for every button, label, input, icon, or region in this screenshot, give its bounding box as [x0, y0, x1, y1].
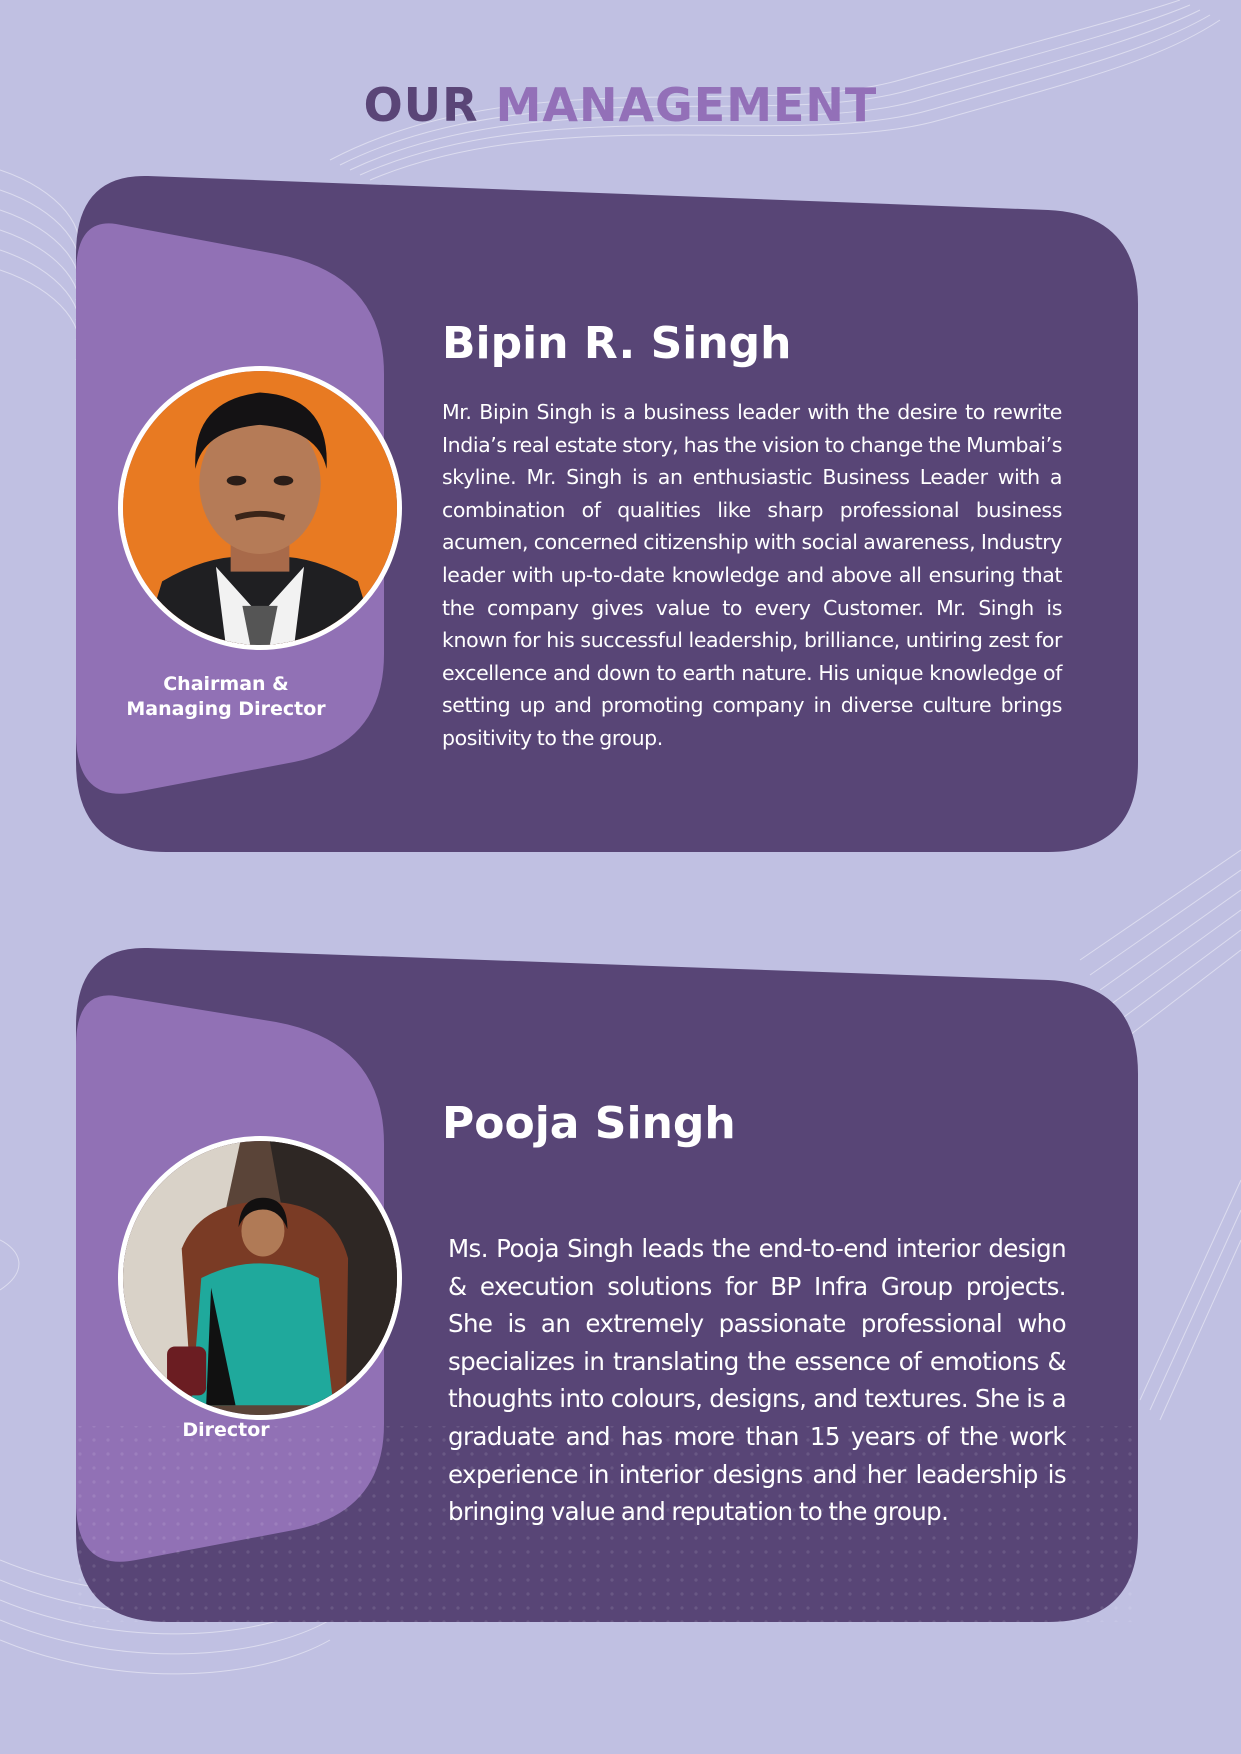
role-label-director — [96, 1418, 356, 1443]
man-portrait-icon — [123, 371, 397, 645]
woman-portrait-icon — [123, 1141, 397, 1415]
person-name-pooja: Pooja Singh — [442, 1098, 736, 1149]
profile-card-director — [76, 946, 1138, 1622]
portrait-photo-pooja — [118, 1136, 402, 1420]
person-name-bipin: Bipin R. Singh — [442, 318, 792, 369]
profile-card-chairman — [76, 174, 1138, 852]
bio-bipin: Mr. Bipin Singh is a business leader with the desire to rewrite India’s real estate story, has the vision to change the Mumbai’s skyline. Mr. Singh is an enthusiastic Business Leader with a combination of qualities like sharp professional business acumen, concerned citizenship with social awareness, Industry leader with up-to-date knowledge and above all ensuring that the company gives value to every Customer. Mr. Singh is known for his successful leadership, brilliance, untiring zest for excellence and down to earth nature. His unique knowledge of setting up and promoting company in diverse culture brings positivity to the group. — [442, 400, 1062, 750]
role-line-1: Director — [182, 1419, 270, 1441]
page-title — [0, 78, 1241, 132]
page-title-part1: OUR — [363, 78, 479, 132]
portrait-photo-bipin — [118, 366, 402, 650]
bio-pooja: Ms. Pooja Singh leads the end-to-end interior design & execution solutions for BP Infra Group projects. She is an extremely passionate professional who specializes in translating the essence of emotions & thoughts into colours, designs, and textures. She is a graduate and has more than 15 years of the work experience in interior designs and her leadership is bringing value and reputation to the group. — [448, 1234, 1066, 1527]
role-line-2: Managing Director — [126, 698, 326, 720]
page-title-part2: MANAGEMENT — [495, 78, 878, 132]
role-label-chairman — [96, 672, 356, 722]
role-line-1: Chairman & — [163, 673, 289, 695]
